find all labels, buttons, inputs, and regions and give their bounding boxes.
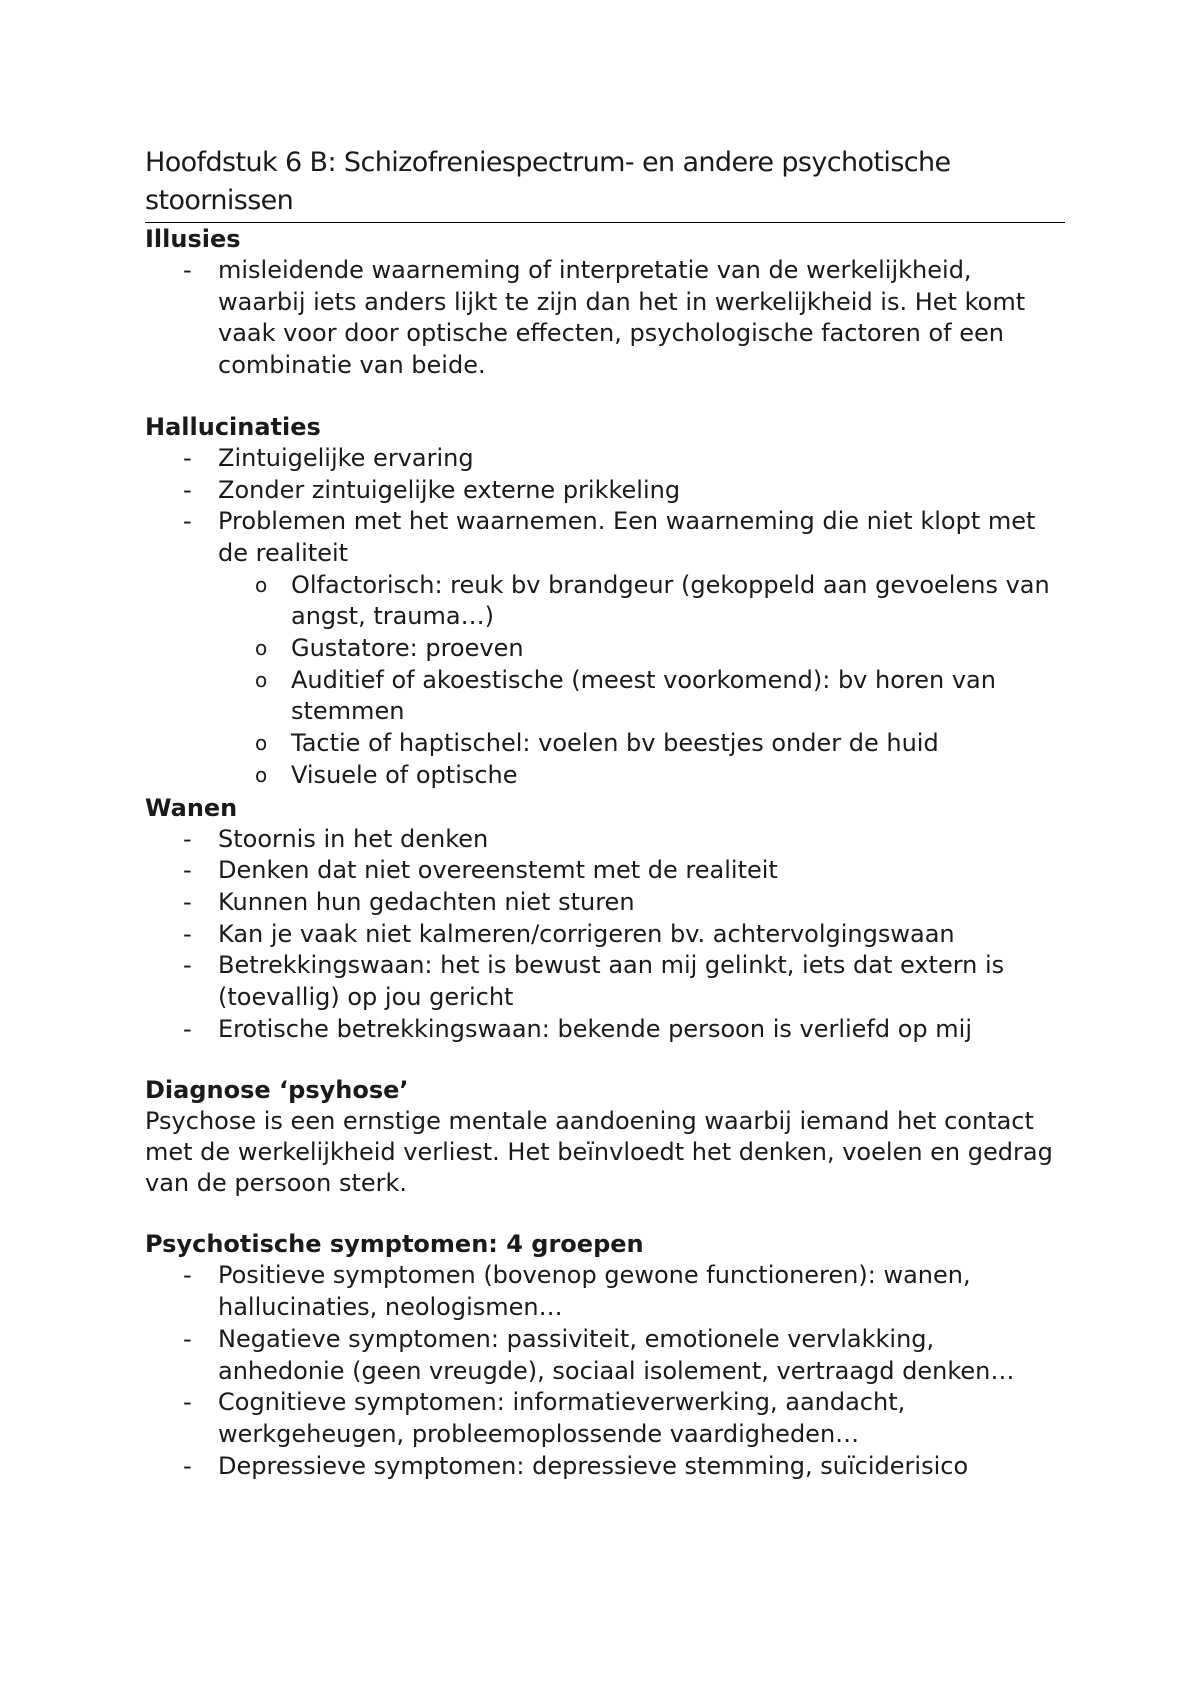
list-wanen: [145, 824, 1065, 1046]
document-title: Hoofdstuk 6 B: Schizofreniespectrum- en andere psychotische stoornissen: [145, 144, 1065, 223]
heading-illusies: Illusies: [145, 225, 241, 253]
list-item: [145, 824, 1065, 856]
sublist-hallucinaties: [145, 570, 1065, 792]
list-item: [145, 475, 1065, 507]
dash-bullet: -: [183, 919, 192, 948]
spacer: [145, 1045, 1065, 1074]
list-item: [145, 506, 1065, 569]
dash-bullet: -: [183, 1014, 192, 1043]
dash-bullet: -: [183, 887, 192, 916]
dash-bullet: -: [183, 856, 192, 885]
sublist-item-text: Gustatore: proeven: [291, 634, 524, 663]
dash-bullet: -: [183, 256, 192, 284]
spacer: [145, 382, 1065, 411]
list-item: [145, 1451, 1065, 1483]
dash-bullet: -: [183, 1451, 192, 1480]
circle-bullet: o: [255, 572, 268, 597]
dash-bullet: -: [183, 1261, 192, 1290]
list-item-text: Depressieve symptomen: depressieve stemming, suïciderisico: [218, 1451, 969, 1480]
list-illusies: [145, 255, 1065, 382]
list-item-text: Erotische betrekkingswaan: bekende persoon is verliefd op mij: [218, 1014, 973, 1043]
dash-bullet: -: [183, 475, 192, 504]
sublist-item: [145, 665, 1065, 728]
list-item-text: Denken dat niet overeenstemt met de realiteit: [218, 856, 778, 885]
heading-diagnose: Diagnose ‘psyhose’: [145, 1076, 409, 1105]
list-symptomen: [145, 1260, 1065, 1482]
list-item: [145, 887, 1065, 919]
sublist-item: [145, 570, 1065, 633]
sublist-item: [145, 728, 1065, 760]
circle-bullet: o: [255, 667, 268, 692]
list-item: [145, 1014, 1065, 1046]
sublist-item-text: Auditief of akoestische (meest voorkomend): bv horen van stemmen: [291, 665, 996, 726]
list-item-text: Negatieve symptomen: passiviteit, emotionele vervlakking, anhedonie (geen vreugde), sociaal isolement, vertraagd denken…: [218, 1324, 1015, 1385]
list-item: [145, 919, 1065, 951]
dash-bullet: -: [183, 824, 192, 853]
list-item-text: Cognitieve symptomen: informatieverwerking, aandacht, werkgeheugen, probleemoplossende vaardigheden…: [218, 1388, 906, 1448]
list-item-text: Stoornis in het denken: [218, 824, 489, 853]
list-item-text: Kunnen hun gedachten niet sturen: [218, 887, 635, 916]
heading-symptomen: Psychotische symptomen: 4 groepen: [145, 1230, 644, 1259]
list-item-text: Zintuigelijke ervaring: [218, 443, 474, 472]
circle-bullet: o: [255, 636, 268, 661]
list-item: [145, 1260, 1065, 1323]
sublist-item: [145, 633, 1065, 665]
sublist-item-text: Visuele of optische: [291, 760, 518, 789]
list-item-text: misleidende waarneming of interpretatie van de werkelijkheid, waarbij iets anders lijkt te zijn dan het in werkelijkheid is. Het komt vaak voor door optische effecten, psychologische factoren of een combinatie van beide.: [218, 256, 1026, 380]
list-item: [145, 443, 1065, 475]
heading-wanen: Wanen: [145, 793, 238, 822]
list-hallucinaties: [145, 443, 1065, 570]
list-item: [145, 855, 1065, 887]
list-item-text: Kan je vaak niet kalmeren/corrigeren bv. achtervolgingswaan: [218, 919, 955, 948]
list-item: [145, 255, 1065, 382]
sublist-item-text: Tactie of haptischel: voelen bv beestjes onder de huid: [291, 729, 939, 758]
sublist-item-text: Olfactorisch: reuk bv brandgeur (gekoppeld aan gevoelens van angst, trauma…): [291, 570, 1050, 631]
document-page: [145, 144, 1065, 1482]
dash-bullet: -: [183, 443, 192, 472]
list-item-text: Zonder zintuigelijke externe prikkeling: [218, 475, 681, 504]
dash-bullet: -: [183, 507, 192, 536]
list-item-text: Problemen met het waarnemen. Een waarneming die niet klopt met de realiteit: [218, 507, 1036, 567]
sublist-item: [145, 760, 1065, 792]
list-item: [145, 1387, 1065, 1450]
list-item-text: Betrekkingswaan: het is bewust aan mij gelinkt, iets dat extern is (toevallig) op jou gericht: [218, 951, 1005, 1012]
circle-bullet: o: [255, 762, 268, 787]
dash-bullet: -: [183, 951, 192, 980]
dash-bullet: -: [183, 1388, 192, 1417]
dash-bullet: -: [183, 1324, 192, 1353]
list-item-text: Positieve symptomen (bovenop gewone functioneren): wanen, hallucinaties, neologismen…: [218, 1261, 971, 1322]
heading-hallucinaties: Hallucinaties: [145, 412, 321, 441]
list-item: [145, 1324, 1065, 1387]
diagnose-paragraph: Psychose is een ernstige mentale aandoening waarbij iemand het contact met de werkelijkheid verliest. Het beïnvloedt het denken, voelen en gedrag van de persoon sterk.: [145, 1107, 1053, 1198]
list-item: [145, 950, 1065, 1013]
circle-bullet: o: [255, 731, 268, 756]
spacer: [145, 1199, 1065, 1228]
